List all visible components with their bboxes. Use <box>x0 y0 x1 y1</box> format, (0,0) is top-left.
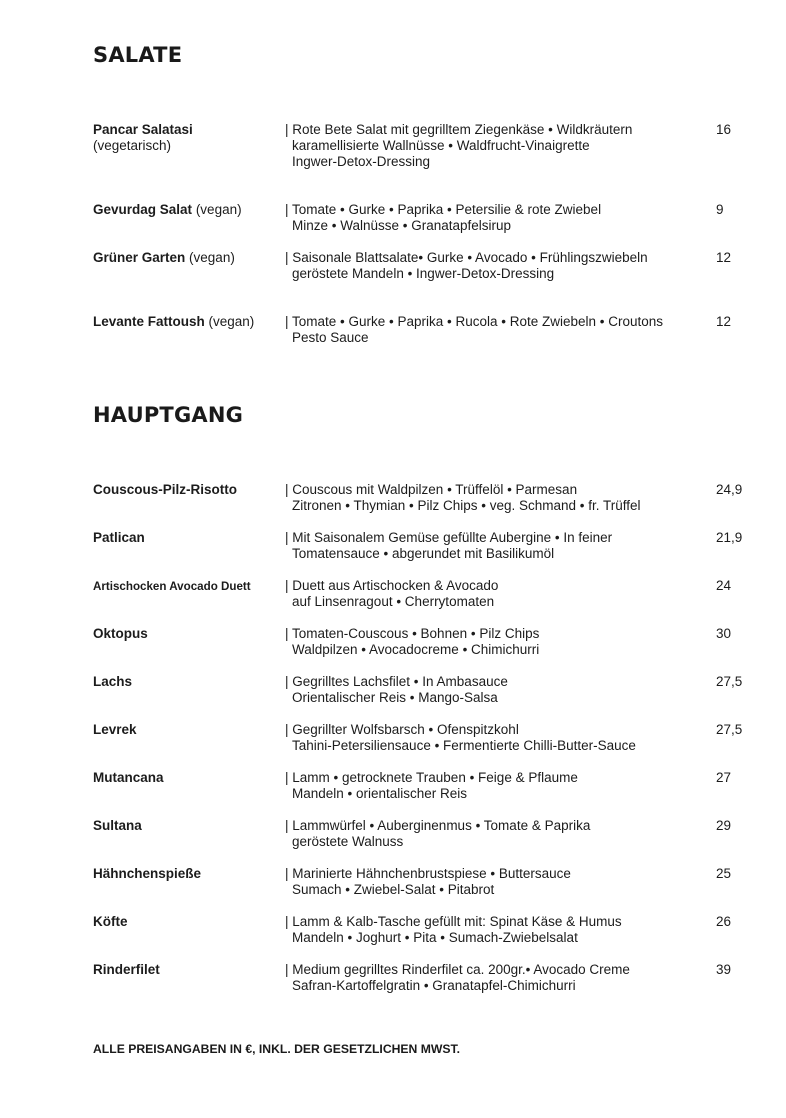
item-description: | Gegrillter Wolfsbarsch • Ofenspitzkohl Tahini-Petersiliensauce • Fermentierte Chilli-Butter-Sauce <box>285 722 636 753</box>
item-description: | Lamm & Kalb-Tasche gefüllt mit: Spinat Käse & Humus Mandeln • Joghurt • Pita • Sumach-Zwiebelsalat <box>285 914 622 945</box>
item-name: Levrek <box>93 722 137 737</box>
item-price: 39 <box>716 962 732 977</box>
item-price: 25 <box>716 866 732 881</box>
item-price: 21,9 <box>716 530 743 545</box>
item-price: 9 <box>716 202 724 217</box>
item-price: 29 <box>716 818 732 833</box>
item-description: | Tomaten-Couscous • Bohnen • Pilz Chips Waldpilzen • Avocadocreme • Chimichurri <box>285 626 540 657</box>
item-description: | Saisonale Blattsalate• Gurke • Avocado • Frühlingszwiebeln geröstete Mandeln • Ingwer-Detox-Dressing <box>285 250 648 281</box>
item-description: | Medium gegrilltes Rinderfilet ca. 200gr.• Avocado Creme Safran-Kartoffelgratin • Granatapfel-Chimichurri <box>285 962 630 993</box>
item-name: Levante Fattoush (vegan) <box>93 314 255 329</box>
item-name: Artischocken Avocado Duett <box>93 580 251 593</box>
item-price: 27,5 <box>716 674 743 689</box>
item-name: Köfte <box>93 914 128 929</box>
price-disclaimer: ALLE PREISANGABEN IN €, INKL. DER GESETZLICHEN MWST. <box>93 1042 460 1056</box>
section-title-salate: SALATE <box>93 43 183 67</box>
section-title-hauptgang: HAUPTGANG <box>93 403 244 427</box>
item-price: 26 <box>716 914 732 929</box>
item-name: Gevurdag Salat (vegan) <box>93 202 242 217</box>
item-price: 27 <box>716 770 732 785</box>
item-price: 27,5 <box>716 722 743 737</box>
item-name: Grüner Garten (vegan) <box>93 250 235 265</box>
item-name: Hähnchenspieße <box>93 866 202 881</box>
item-name: Sultana <box>93 818 142 833</box>
item-description: | Tomate • Gurke • Paprika • Rucola • Rote Zwiebeln • Croutons Pesto Sauce <box>285 314 664 345</box>
item-name: Rinderfilet <box>93 962 160 977</box>
item-price: 24,9 <box>716 482 743 497</box>
item-price: 24 <box>716 578 732 593</box>
item-name: Oktopus <box>93 626 148 641</box>
item-name: Lachs <box>93 674 133 689</box>
item-description: | Tomate • Gurke • Paprika • Petersilie & rote Zwiebel Minze • Walnüsse • Granatapfelsirup <box>285 202 602 233</box>
item-price: 30 <box>716 626 732 641</box>
item-description: | Marinierte Hähnchenbrustspiese • Buttersauce Sumach • Zwiebel-Salat • Pitabrot <box>285 866 571 897</box>
item-name: Couscous-Pilz-Risotto <box>93 482 237 497</box>
item-price: 12 <box>716 250 732 265</box>
item-description: | Mit Saisonalem Gemüse gefüllte Aubergine • In feiner Tomatensauce • abgerundet mit Basilikumöl <box>285 530 613 561</box>
item-description: | Lamm • getrocknete Trauben • Feige & Pflaume Mandeln • orientalischer Reis <box>285 770 578 801</box>
item-description: | Rote Bete Salat mit gegrilltem Ziegenkäse • Wildkräutern karamellisierte Wallnüsse • Waldfrucht-Vinaigrette Ingwer-Detox-Dressing <box>285 122 633 169</box>
item-description: | Duett aus Artischocken & Avocado auf Linsenragout • Cherrytomaten <box>285 578 499 609</box>
item-name: Pancar Salatasi (vegetarisch) <box>93 122 193 153</box>
item-price: 16 <box>716 122 732 137</box>
item-name: Mutancana <box>93 770 164 785</box>
item-description: | Lammwürfel • Auberginenmus • Tomate & Paprika geröstete Walnuss <box>285 818 591 849</box>
item-description: | Gegrilltes Lachsfilet • In Ambasauce Orientalischer Reis • Mango-Salsa <box>285 674 508 705</box>
item-description: | Couscous mit Waldpilzen • Trüffelöl • Parmesan Zitronen • Thymian • Pilz Chips • veg. Schmand • fr. Trüffel <box>285 482 641 513</box>
item-price: 12 <box>716 314 732 329</box>
item-name: Patlican <box>93 530 145 545</box>
